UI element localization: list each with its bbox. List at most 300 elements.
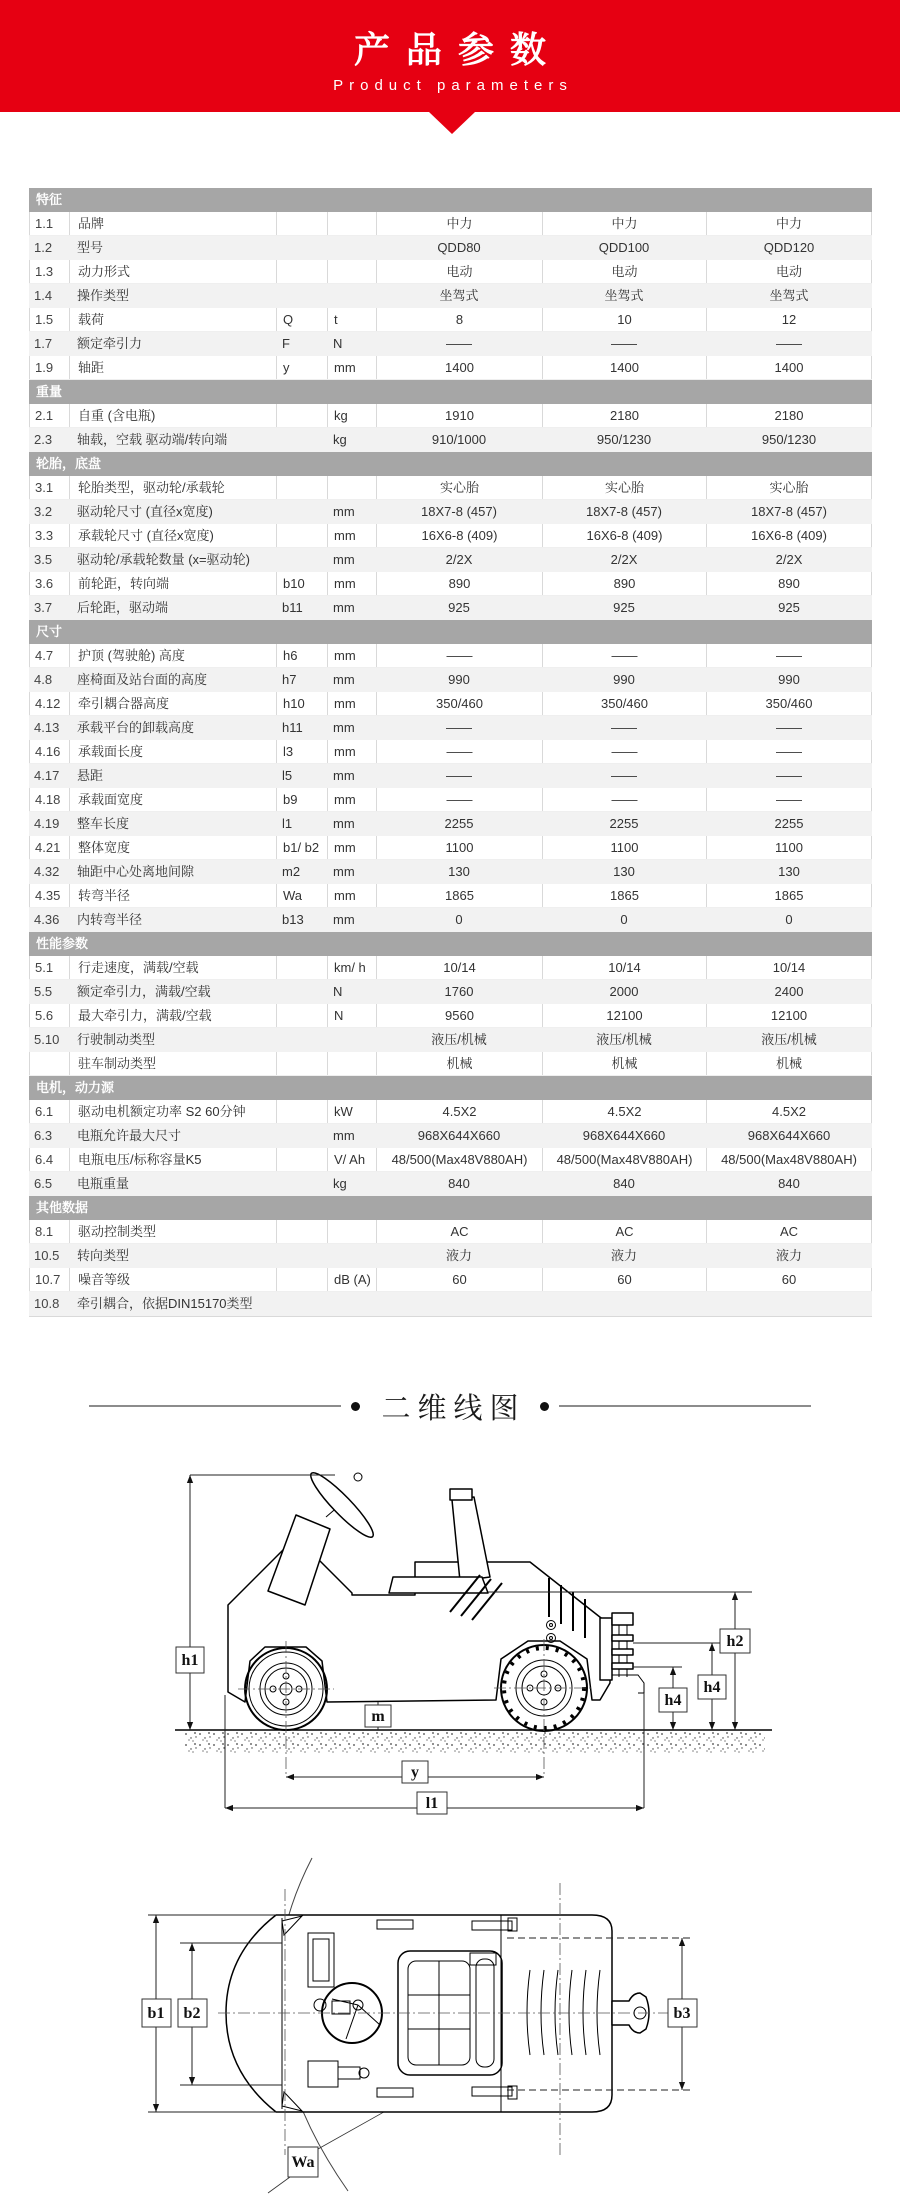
spec-row	[29, 308, 872, 332]
spec-cell: 12	[706, 308, 872, 331]
spec-cell: 1865	[542, 884, 706, 907]
spec-cell: 4.5X2	[706, 1100, 872, 1123]
spec-cell	[276, 1292, 327, 1316]
spec-row	[29, 1004, 872, 1028]
section-header: 其他数据	[29, 1196, 872, 1220]
spec-row	[29, 428, 872, 452]
spec-row	[29, 1028, 872, 1052]
spec-cell: 自重 (含电瓶)	[69, 404, 276, 427]
section-header: 轮胎，底盘	[29, 452, 872, 476]
spec-cell: 行驶制动类型	[77, 1032, 156, 1047]
section-header: 特征	[29, 188, 872, 212]
spec-cell: 驱动轮尺寸 (直径x宽度)	[77, 504, 213, 519]
spec-cell: mm	[327, 572, 376, 595]
spec-cell: 4.8	[34, 672, 53, 687]
spec-cell: 额定牵引力	[77, 336, 143, 351]
spec-cell: mm	[327, 356, 376, 379]
line-drawing-heading	[0, 1382, 900, 1430]
spec-cell: kW	[327, 1100, 376, 1123]
spec-cell: ——	[542, 740, 706, 763]
spec-row	[29, 476, 872, 500]
spec-cell: ——	[542, 788, 706, 811]
spec-cell: 1.1	[29, 212, 69, 235]
spec-cell: 2.1	[29, 404, 69, 427]
spec-cell: ——	[611, 768, 637, 783]
spec-cell: 1100	[542, 836, 706, 859]
spec-cell: 操作类型	[77, 288, 130, 303]
spec-cell: 承载轮尺寸 (直径x宽度)	[69, 524, 276, 547]
spec-cell: ——	[376, 740, 542, 763]
spec-cell: 990	[778, 672, 800, 687]
spec-cell: N	[333, 336, 343, 351]
spec-cell: 最大牵引力，满载/空载	[69, 1004, 276, 1027]
spec-cell: 驱动电机额定功率 S2 60分钟	[69, 1100, 276, 1123]
spec-cell: b10	[276, 572, 327, 595]
spec-cell: b13	[282, 912, 304, 927]
spec-cell: 2255	[444, 816, 474, 831]
spec-cell: ——	[446, 768, 472, 783]
spec-cell: 整车长度	[77, 816, 130, 831]
spec-cell: 1.5	[29, 308, 69, 331]
spec-row	[29, 644, 872, 668]
spec-cell: mm	[333, 1128, 355, 1143]
spec-cell	[327, 1244, 376, 1268]
spec-table	[29, 188, 872, 1317]
spec-cell: 16X6-8 (409)	[376, 524, 542, 547]
spec-cell: mm	[333, 816, 355, 831]
spec-cell: 48/500(Max48V880AH)	[376, 1148, 542, 1171]
spec-cell: 840	[448, 1176, 470, 1191]
spec-cell: 16X6-8 (409)	[706, 524, 872, 547]
spec-cell: 动力形式	[69, 260, 276, 283]
spec-cell: 轴载，空载 驱动端/转向端	[77, 432, 228, 447]
spec-cell: 950/1230	[596, 432, 652, 447]
spec-cell: b1/ b2	[276, 836, 327, 859]
spec-cell: dB (A)	[327, 1268, 376, 1291]
spec-cell: 行走速度，满载/空载	[69, 956, 276, 979]
spec-row	[29, 1220, 872, 1244]
spec-cell	[276, 428, 327, 452]
dim-label-h4-outer: h4	[703, 1679, 721, 1696]
spec-cell: mm	[333, 504, 355, 519]
spec-cell: 48/500(Max48V880AH)	[706, 1148, 872, 1171]
spec-cell: 2000	[609, 984, 639, 999]
spec-cell: 8	[376, 308, 542, 331]
dim-label-l1: l1	[425, 1795, 439, 1812]
spec-cell: 890	[542, 572, 706, 595]
spec-row	[29, 1268, 872, 1292]
spec-row	[29, 740, 872, 764]
banner-arrow-icon	[429, 112, 475, 134]
hitch-cap	[612, 1613, 633, 1625]
dim-label-h2: h2	[726, 1633, 744, 1650]
spec-cell: AC	[706, 1220, 872, 1243]
spec-cell: 后轮距，驱动端	[77, 600, 169, 615]
spec-cell: V/ Ah	[327, 1148, 376, 1171]
spec-cell	[276, 260, 327, 283]
spec-cell: 350/460	[706, 692, 872, 715]
spec-cell: 968X644X660	[747, 1128, 831, 1143]
spec-cell	[327, 260, 376, 283]
spec-cell: 承载平台的卸载高度	[77, 720, 195, 735]
spec-cell: mm	[327, 524, 376, 547]
spec-cell: 2180	[542, 404, 706, 427]
spec-row	[29, 524, 872, 548]
spec-cell: 转弯半径	[69, 884, 276, 907]
spec-cell	[376, 1292, 542, 1316]
spec-cell: 48/500(Max48V880AH)	[542, 1148, 706, 1171]
spec-cell: 承载面长度	[69, 740, 276, 763]
spec-row	[29, 716, 872, 740]
dim-label-b2: b2	[183, 2005, 201, 2022]
spec-cell: 内转弯半径	[77, 912, 143, 927]
line-drawing-title: 二维线图	[381, 1392, 526, 1425]
spec-cell: 890	[376, 572, 542, 595]
spec-cell: ——	[446, 336, 472, 351]
spec-row	[29, 332, 872, 356]
spec-cell: 中力	[706, 212, 872, 235]
spec-cell: 品牌	[69, 212, 276, 235]
spec-cell: 9560	[376, 1004, 542, 1027]
spec-cell: 座椅面及站台面的高度	[77, 672, 208, 687]
spec-cell: mm	[333, 600, 355, 615]
spec-cell: ——	[776, 720, 802, 735]
spec-row	[29, 1148, 872, 1172]
spec-cell	[327, 1220, 376, 1243]
spec-cell	[276, 1244, 327, 1268]
spec-cell: b9	[276, 788, 327, 811]
spec-cell	[276, 956, 327, 979]
spec-cell: 承载面宽度	[69, 788, 276, 811]
spec-row	[29, 836, 872, 860]
spec-cell: 0	[620, 912, 628, 927]
banner-subtitle: Product parameters	[333, 77, 573, 94]
spec-cell: h6	[276, 644, 327, 667]
spec-cell: 实心胎	[376, 476, 542, 499]
spec-cell: 4.5X2	[542, 1100, 706, 1123]
spec-cell: h11	[282, 720, 303, 735]
spec-cell	[276, 1268, 327, 1291]
spec-cell: 液力	[775, 1248, 802, 1263]
banner-title: 产品参数	[353, 29, 562, 70]
spec-cell: mm	[333, 720, 355, 735]
spec-cell: 10/14	[706, 956, 872, 979]
spec-cell: ——	[776, 768, 802, 783]
spec-row	[29, 284, 872, 308]
spec-cell	[276, 980, 327, 1004]
spec-cell: 噪音等级	[69, 1268, 276, 1291]
spec-cell: ——	[376, 788, 542, 811]
spec-cell: 60	[376, 1268, 542, 1291]
heading-rule-left	[89, 1405, 341, 1407]
spec-row	[29, 860, 872, 884]
spec-cell: 驻车制动类型	[69, 1052, 276, 1075]
spec-cell: 1400	[376, 356, 542, 379]
spec-cell: 1.2	[34, 240, 53, 255]
spec-cell	[276, 1172, 327, 1196]
spec-cell: 840	[613, 1176, 635, 1191]
spec-cell: 840	[778, 1176, 800, 1191]
spec-cell	[276, 476, 327, 499]
spec-cell: 2255	[774, 816, 804, 831]
spec-cell: mm	[333, 672, 355, 687]
spec-cell: 0	[785, 912, 793, 927]
spec-row	[29, 884, 872, 908]
heading-rule-right	[559, 1405, 811, 1407]
spec-cell: 液力	[445, 1248, 472, 1263]
spec-row	[29, 572, 872, 596]
spec-row	[29, 956, 872, 980]
spec-row	[29, 812, 872, 836]
spec-cell	[706, 1292, 872, 1316]
spec-cell: 4.12	[29, 692, 69, 715]
spec-cell: 液压/机械	[761, 1032, 817, 1047]
spec-row	[29, 980, 872, 1004]
spec-cell	[276, 1028, 327, 1052]
spec-cell: 坐驾式	[439, 288, 479, 303]
spec-cell: 额定牵引力，满载/空载	[77, 984, 211, 999]
spec-cell: 1100	[706, 836, 872, 859]
spec-cell: b11	[282, 600, 303, 615]
spec-cell	[327, 284, 376, 308]
spec-cell: mm	[327, 788, 376, 811]
spec-cell: 电动	[706, 260, 872, 283]
spec-cell: 牵引耦合，依据DIN15170类型	[77, 1296, 253, 1311]
spec-row	[29, 260, 872, 284]
spec-cell: 1.4	[34, 288, 53, 303]
spec-row	[29, 764, 872, 788]
spec-cell: 电动	[542, 260, 706, 283]
spec-cell: mm	[333, 864, 355, 879]
spec-row	[29, 356, 872, 380]
spec-cell	[327, 1052, 376, 1075]
spec-cell: 8.1	[29, 1220, 69, 1243]
spec-cell: 18X7-8 (457)	[586, 504, 662, 519]
spec-cell: 1760	[444, 984, 474, 999]
spec-cell: 16X6-8 (409)	[542, 524, 706, 547]
dim-label-h4-inner: h4	[664, 1692, 682, 1709]
spec-cell: mm	[333, 552, 355, 567]
spec-cell: AC	[542, 1220, 706, 1243]
spec-cell: 机械	[706, 1052, 872, 1075]
spec-cell: 3.3	[29, 524, 69, 547]
spec-cell: mm	[327, 740, 376, 763]
spec-cell: 60	[706, 1268, 872, 1291]
spec-cell	[276, 236, 327, 260]
spec-cell: F	[282, 336, 290, 351]
spec-cell	[276, 404, 327, 427]
section-header: 性能参数	[29, 932, 872, 956]
spec-cell: 液压/机械	[596, 1032, 652, 1047]
spec-cell: 130	[448, 864, 470, 879]
spec-cell	[276, 548, 327, 572]
spec-cell: 6.4	[29, 1148, 69, 1171]
spec-row	[29, 1244, 872, 1268]
spec-row	[29, 1100, 872, 1124]
spec-cell: 轴距	[69, 356, 276, 379]
spec-cell: 转向类型	[77, 1248, 130, 1263]
spec-cell: 牵引耦合器高度	[69, 692, 276, 715]
section-header: 电机，动力源	[29, 1076, 872, 1100]
spec-cell: 2180	[706, 404, 872, 427]
spec-cell: 4.7	[29, 644, 69, 667]
spec-cell: 2400	[774, 984, 804, 999]
spec-cell: 968X644X660	[582, 1128, 666, 1143]
spec-cell: 5.6	[29, 1004, 69, 1027]
spec-cell: ——	[706, 740, 872, 763]
spec-cell: 1865	[376, 884, 542, 907]
spec-cell: Q	[276, 308, 327, 331]
spec-cell	[276, 1052, 327, 1075]
spec-cell: 925	[448, 600, 470, 615]
spec-row	[29, 692, 872, 716]
spec-cell: 4.19	[34, 816, 60, 831]
top-view-drawing	[80, 1855, 820, 2195]
spec-cell: 2.3	[34, 432, 53, 447]
spec-row	[29, 788, 872, 812]
spec-cell: km/ h	[327, 956, 376, 979]
spec-cell: 3.6	[29, 572, 69, 595]
spec-row	[29, 668, 872, 692]
spec-cell: mm	[327, 692, 376, 715]
spec-cell: QDD100	[598, 240, 650, 255]
spec-cell: 2/2X	[610, 552, 638, 567]
spec-cell: 6.1	[29, 1100, 69, 1123]
spec-cell: h10	[276, 692, 327, 715]
spec-cell: 3.5	[34, 552, 53, 567]
spec-cell: 925	[613, 600, 635, 615]
spec-row	[29, 548, 872, 572]
spec-cell: 2/2X	[445, 552, 473, 567]
spec-cell: y	[276, 356, 327, 379]
spec-cell: kg	[333, 432, 347, 447]
spec-cell: 4.35	[29, 884, 69, 907]
spec-row	[29, 500, 872, 524]
spec-cell: 轮胎类型，驱动轮/承载轮	[69, 476, 276, 499]
seat-headrest	[450, 1489, 472, 1500]
spec-cell: h7	[282, 672, 297, 687]
dim-label-m: m	[371, 1708, 385, 1725]
spec-cell: l5	[282, 768, 293, 783]
bullet-dot-icon	[540, 1402, 549, 1411]
spec-cell: 驱动轮/承载轮数量 (x=驱动轮)	[77, 552, 250, 567]
spec-cell: 前轮距，转向端	[69, 572, 276, 595]
spec-row	[29, 1172, 872, 1196]
spec-cell: kg	[327, 404, 376, 427]
spec-cell: 350/460	[542, 692, 706, 715]
spec-cell: ——	[542, 644, 706, 667]
spec-cell	[276, 212, 327, 235]
spec-cell: N	[333, 984, 343, 999]
spec-cell: 10.5	[34, 1248, 60, 1263]
spec-cell	[327, 476, 376, 499]
spec-cell	[327, 1292, 376, 1316]
spec-cell: 4.13	[34, 720, 60, 735]
spec-cell: 3.7	[34, 600, 53, 615]
dim-label-h1: h1	[181, 1652, 199, 1669]
spec-cell: 轴距中心处离地间隙	[77, 864, 195, 879]
spec-cell: 电瓶重量	[77, 1176, 130, 1191]
spec-cell: 液压/机械	[431, 1032, 487, 1047]
spec-cell: 990	[613, 672, 635, 687]
spec-cell: 18X7-8 (457)	[421, 504, 497, 519]
spec-cell: 10.8	[34, 1296, 60, 1311]
spec-cell: 890	[706, 572, 872, 595]
spec-cell: 6.3	[34, 1128, 53, 1143]
dim-label-b3: b3	[673, 2005, 691, 2022]
spec-cell	[276, 1004, 327, 1027]
spec-cell: 4.5X2	[376, 1100, 542, 1123]
spec-cell: 5.10	[34, 1032, 60, 1047]
spec-cell: t	[327, 308, 376, 331]
spec-cell: 910/1000	[431, 432, 487, 447]
spec-cell: 液力	[610, 1248, 637, 1263]
spec-cell: l1	[282, 816, 293, 831]
spec-cell: 10	[542, 308, 706, 331]
spec-cell: 电瓶允许最大尺寸	[77, 1128, 182, 1143]
spec-cell: 3.2	[34, 504, 53, 519]
bullet-dot-icon	[351, 1402, 360, 1411]
spec-cell: 4.36	[34, 912, 60, 927]
spec-cell: 2/2X	[775, 552, 803, 567]
spec-cell: 968X644X660	[417, 1128, 501, 1143]
spec-cell: 护顶 (驾驶舱) 高度	[69, 644, 276, 667]
spec-cell: 990	[448, 672, 470, 687]
dim-label-wa: Wa	[291, 2154, 315, 2171]
spec-cell: 载荷	[69, 308, 276, 331]
spec-cell: 1400	[706, 356, 872, 379]
spec-cell: kg	[333, 1176, 347, 1191]
spec-cell: ——	[611, 720, 637, 735]
spec-row	[29, 1292, 872, 1316]
spec-cell	[276, 524, 327, 547]
spec-cell: 60	[542, 1268, 706, 1291]
spec-cell: 整体宽度	[69, 836, 276, 859]
spec-cell: mm	[333, 912, 355, 927]
spec-cell: 坐驾式	[769, 288, 809, 303]
spec-row	[29, 236, 872, 260]
spec-cell: 悬距	[77, 768, 104, 783]
spec-cell	[276, 1100, 327, 1123]
section-header: 尺寸	[29, 620, 872, 644]
spec-cell	[276, 1220, 327, 1243]
spec-cell: ——	[446, 720, 472, 735]
spec-cell: mm	[327, 644, 376, 667]
dim-label-y: y	[411, 1764, 419, 1781]
spec-cell	[327, 1028, 376, 1052]
spec-row	[29, 212, 872, 236]
spec-cell: ——	[376, 644, 542, 667]
spec-cell: 实心胎	[706, 476, 872, 499]
spec-cell: mm	[333, 768, 355, 783]
spec-cell: 950/1230	[761, 432, 817, 447]
spec-cell: 1.9	[29, 356, 69, 379]
spec-cell: 电瓶电压/标称容量K5	[69, 1148, 276, 1171]
spec-cell: m2	[282, 864, 301, 879]
spec-cell: 2255	[609, 816, 639, 831]
spec-cell: 350/460	[376, 692, 542, 715]
spec-cell: 130	[613, 864, 635, 879]
spec-row	[29, 1124, 872, 1148]
spec-cell: 1.3	[29, 260, 69, 283]
spec-cell: 10/14	[542, 956, 706, 979]
spec-cell	[276, 1124, 327, 1148]
spec-cell: mm	[327, 836, 376, 859]
spec-cell: 机械	[376, 1052, 542, 1075]
spec-cell: 6.5	[34, 1176, 53, 1191]
spec-cell: 机械	[542, 1052, 706, 1075]
spec-cell: 电动	[376, 260, 542, 283]
